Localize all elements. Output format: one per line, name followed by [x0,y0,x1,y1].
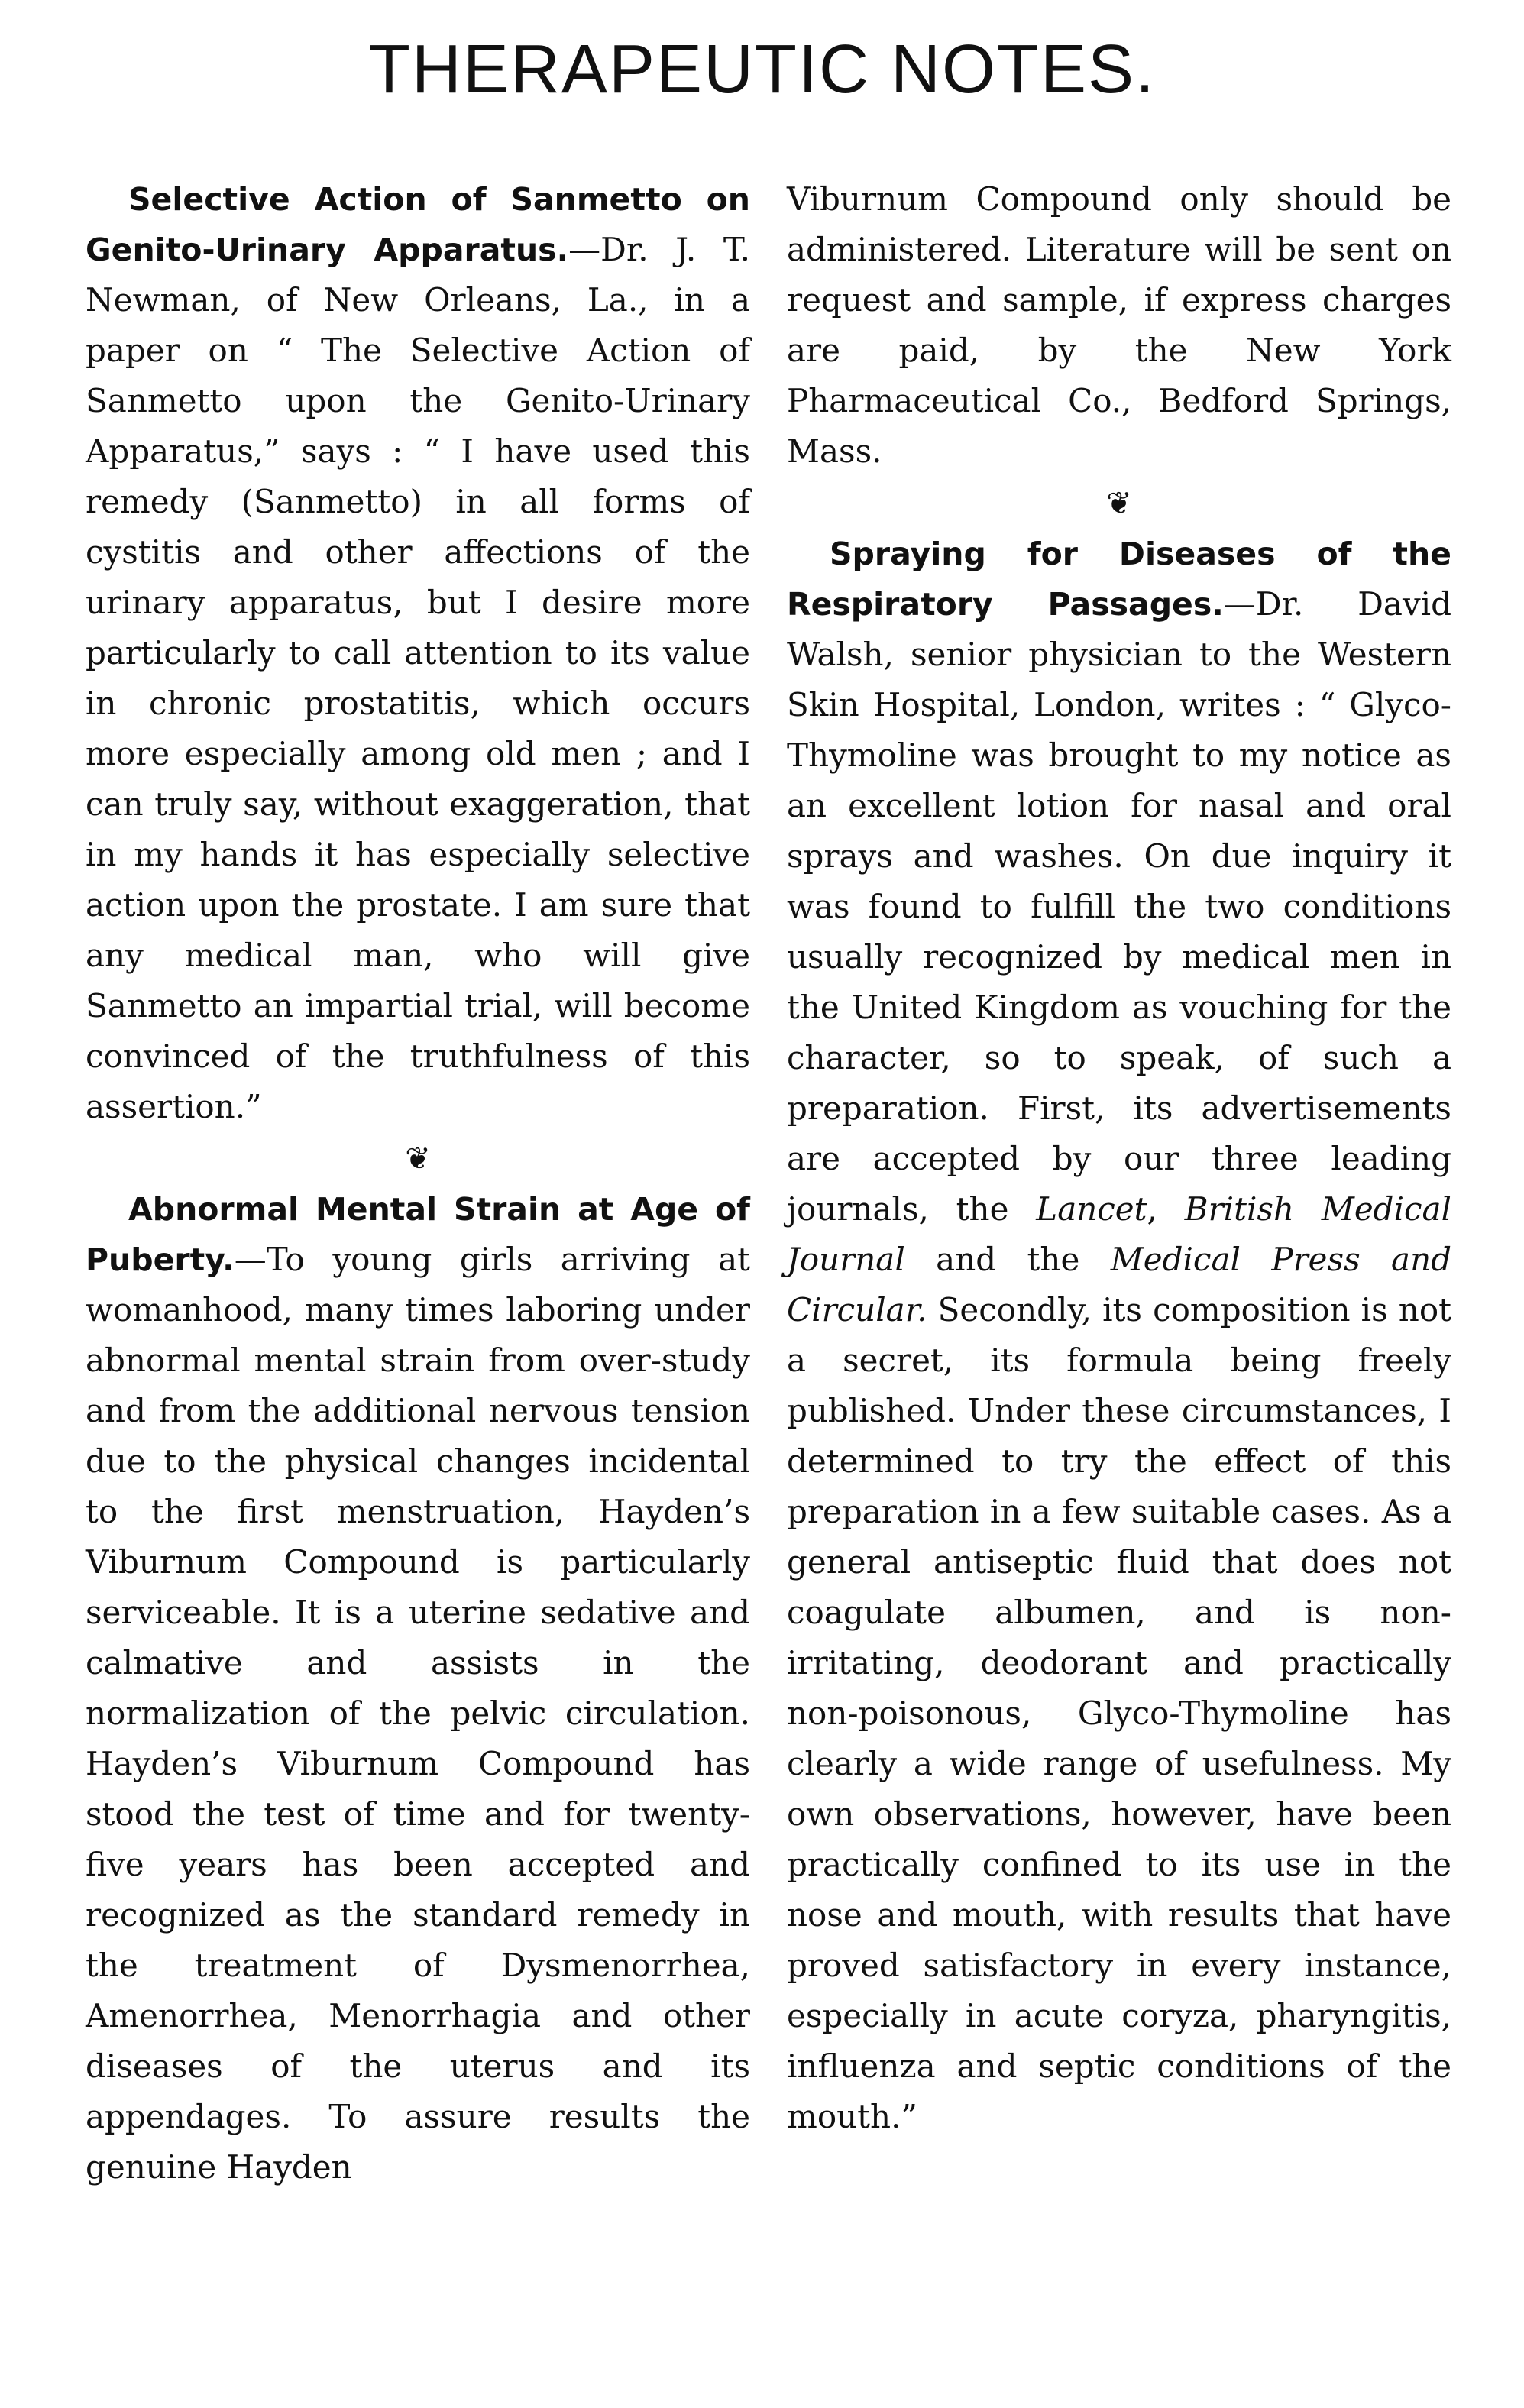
article-heading-spraying: Spraying for Diseases of the Respiratory Passages. [787,536,1451,623]
right-column [787,174,1451,2142]
journal-name-lancet: Lancet [1036,1190,1147,1228]
article-heading-sanmetto: Selective Action of Sanmetto on Genito-Urinary Apparatus. [86,181,750,268]
article-spraying [787,529,1451,2142]
fleuron-icon: ❦ [405,1141,431,1176]
article-body-puberty-part1: —To young girls arriving at womanhood, many times laboring under abnormal mental strain from over-study and from the additional nervous tension due to the physical changes incidental to the first menstruation, Hayden’s Viburnum Compound is particularly serviceable. It is a uterine sedative and calmative and assists in the normalization of the pelvic circulation. Hayden’s Viburnum Compound has stood the test of time and for twenty-five years has been accepted and recognized as the standard remedy in the treatment of Dysmenorrhea, Amenorrhea, Menorrhagia and other diseases of the uterus and its appendages. To assure results the genuine Hayden [86,1241,750,2186]
article-body-puberty-part2: Viburnum Compound only should be administered. Literature will be sent on request and sample, if express charges are paid, by the New York Pharmaceutical Co., Bedford Springs, Mass. [787,180,1451,470]
left-column [86,174,750,2193]
article-puberty [86,1184,750,2193]
article-heading-puberty: Abnormal Mental Strain at Age of Puberty. [86,1191,750,1278]
journal-separator: , [1147,1190,1185,1228]
journal-separator: and the [904,1241,1111,1278]
fleuron-icon: ❦ [1106,486,1132,521]
journal-name-medical-press: Medical Press and Circular. [787,1241,1452,1329]
journal-name-bmj: British Medical Journal [787,1190,1451,1278]
article-body-sanmetto: —Dr. J. T. Newman, of New Orleans, La., in a paper on “ The Selective Action of Sanmetto upon the Genito-Urinary Apparatus,” says : “ I have used this remedy (Sanmetto) in all forms of cystitis and other affections of the urinary apparatus, but I desire more particularly to call attention to its value in chronic prostatitis, which occurs more especially among old men ; and I can truly say, without exaggeration, that in my hands it has especially selective action upon the prostate. I am sure that any medical man, who will give Sanmetto an impartial trial, will become convinced of the truthfulness of this assertion.” [86,231,751,1125]
article-body-spraying-part1: —Dr. David Walsh, senior physician to the Western Skin Hospital, London, writes : “ Glyco-Thymoline was brought to my notice as an excellent lotion for nasal and oral sprays and washes. On due inquiry it was found to fulfill the two conditions usually recognized by medical men in the United Kingdom as vouching for the character, so to speak, of such a preparation. First, its advertisements are accepted by our three leading journals, the [787,585,1451,1228]
article-body-spraying-part2: Secondly, its composition is not a secret, its formula being freely published. Under these circumstances, I determined to try the effect of this preparation in a few suitable cases. As a general antiseptic fluid that does not coagulate albumen, and is non-irritating, deodorant and practically non-poisonous, Glyco-Thymoline has clearly a wide range of usefulness. My own observations, however, have been practically confined to its use in the nose and mouth, with results that have proved satisfactory in every instance, especially in acute coryza, pharyngitis, influenza and septic conditions of the mouth.” [787,1291,1451,2135]
page-title: THERAPEUTIC NOTES. [367,31,1157,108]
article-sanmetto [86,174,750,1132]
